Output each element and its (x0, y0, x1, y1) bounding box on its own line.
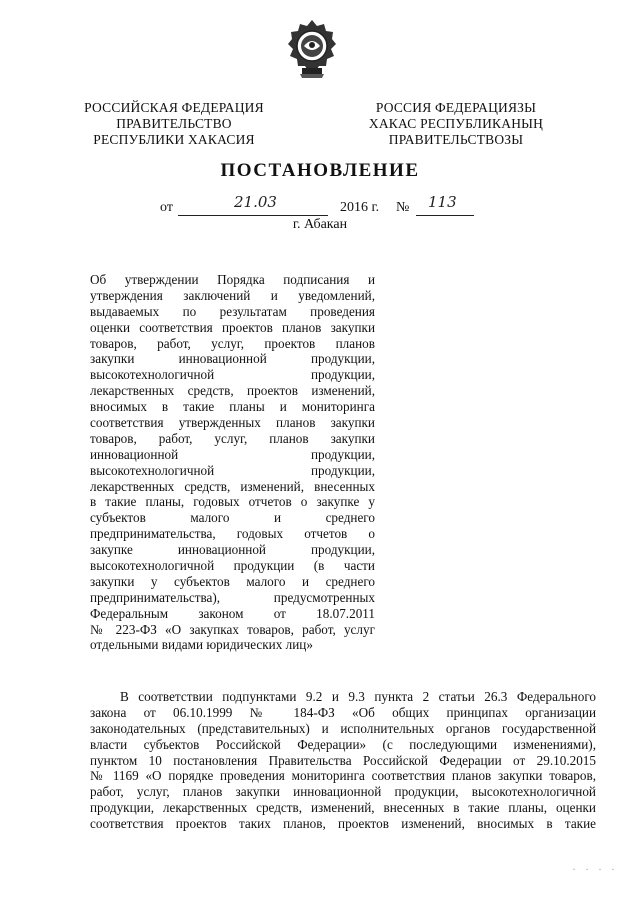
body-line: работ, услуг, планов закупки инновационной продукции, высокотехнологичной (90, 784, 596, 800)
scan-artifact: · · · · (572, 862, 618, 876)
subject-line: № 223-ФЗ «О закупках товаров, работ, услуг (90, 621, 375, 637)
body-line: продукции, лекарственных средств, изменений, внесенных в такие планы, оценки (90, 800, 596, 816)
subject-line: высокотехнологичной продукции, (90, 367, 375, 383)
year-text: 2016 г. (340, 200, 380, 215)
subject-line: закупке инновационной продукции, (90, 542, 375, 558)
dateline (160, 193, 490, 219)
subject-line: высокотехнологичной продукции (в части (90, 558, 375, 574)
body-text (90, 689, 596, 832)
body-line: соответствия проектов таких планов, проектов изменений, вносимых в такие (90, 816, 596, 832)
subject-line: соответствия утвержденных планов закупки (90, 415, 375, 431)
subject-line: лекарственных средств, изменений, внесенных (90, 478, 375, 494)
subject-line: предпринимательства), предусмотренных (90, 589, 375, 605)
number-label: № (396, 200, 410, 215)
subject-line: лекарственных средств, проектов изменений, (90, 383, 375, 399)
subject-line: закупки инновационной продукции, (90, 351, 375, 367)
subject-line: субъектов малого и среднего (90, 510, 375, 526)
city-name: г. Абакан (292, 217, 348, 232)
subject-line: закупки у субъектов малого и среднего (90, 573, 375, 589)
date-from-label: от (160, 200, 173, 215)
body-line: власти субъектов Российской Федерации» (с последующими изменениями), (90, 736, 596, 752)
subject-line: товаров, работ, услуг, проектов планов (90, 335, 375, 351)
header-right-line: ПРАВИТЕЛЬСТВОЗЫ (388, 132, 524, 147)
subject-block (90, 272, 375, 653)
subject-line: высокотехнологичной продукции, (90, 462, 375, 478)
subject-line: отдельными видами юридических лиц» (90, 637, 313, 653)
header-right-line: ХАКАС РЕСПУБЛИКАНЫҢ (368, 116, 544, 131)
body-line: закона от 06.10.1999 № 184-ФЗ «Об общих принципах организации (90, 704, 596, 720)
subject-line: Об утверждении Порядка подписания и (90, 272, 375, 287)
date-handwritten: 21.03 (234, 193, 277, 211)
document-title: ПОСТАНОВЛЕНИЕ (220, 160, 420, 181)
subject-line: предпринимательства, годовых отчетов о (90, 526, 375, 542)
body-line: № 1169 «О порядке проведения мониторинга соответствия планов закупки товаров, (90, 768, 596, 784)
header-left-line: ПРАВИТЕЛЬСТВО (116, 116, 232, 131)
number-handwritten: 113 (428, 193, 457, 211)
body-line: пунктом 10 постановления Правительства Российской Федерации от 29.10.2015 (90, 752, 596, 768)
subject-line: инновационной продукции, (90, 446, 375, 462)
header-right (336, 100, 576, 148)
body-line: законодательных (представительных) и исполнительных органов государственной (90, 720, 596, 736)
coat-of-arms-icon (286, 18, 338, 80)
subject-line: выдаваемых по результатам проведения (90, 303, 375, 319)
subject-line: Федеральным законом от 18.07.2011 (90, 605, 375, 621)
subject-line: вносимых в такие планы и мониторинга (90, 399, 375, 415)
subject-line: оценки соответствия проектов планов закупки (90, 319, 375, 335)
subject-line: товаров, работ, услуг, планов закупки (90, 430, 375, 446)
header-left-line: РОССИЙСКАЯ ФЕДЕРАЦИЯ (84, 100, 264, 115)
header-right-line: РОССИЯ ФЕДЕРАЦИЯЗЫ (375, 100, 537, 115)
subject-line: утверждения заключений и уведомлений, (90, 287, 375, 303)
subject-line: в такие планы, годовых отчетов о закупке у (90, 494, 375, 510)
body-line: В соответствии подпунктами 9.2 и 9.3 пункта 2 статьи 26.3 Федерального (120, 689, 596, 704)
header-left-line: РЕСПУБЛИКИ ХАКАСИЯ (93, 132, 255, 147)
header-left (54, 100, 294, 148)
